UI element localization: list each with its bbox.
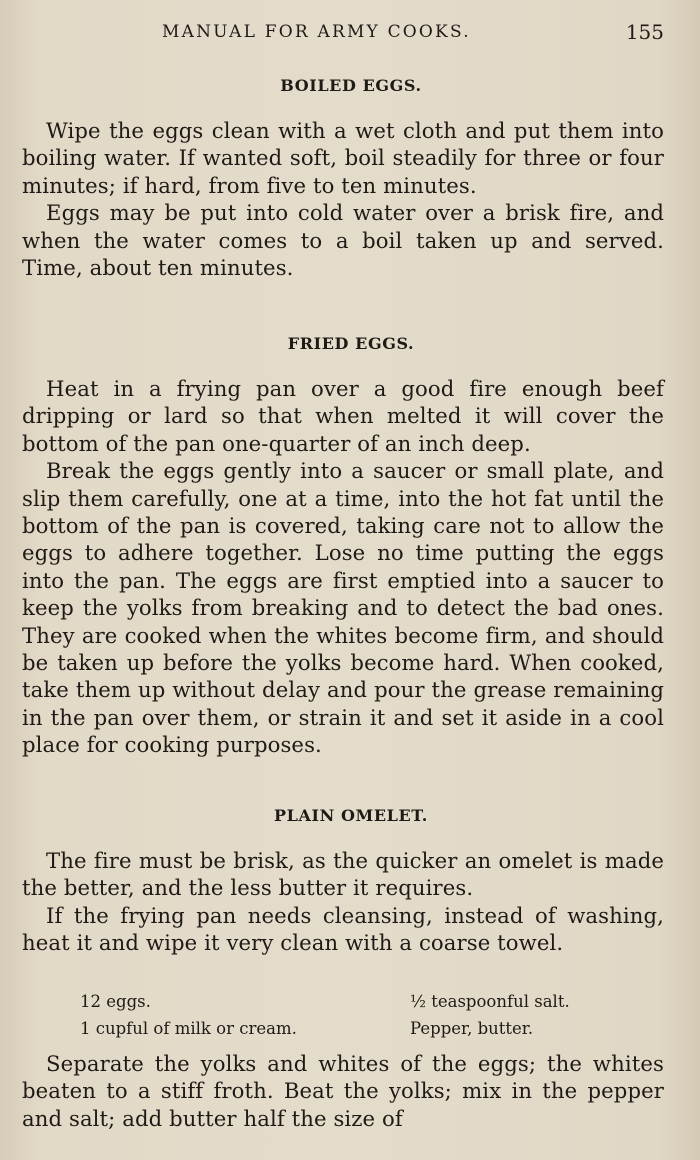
paragraph: The fire must be brisk, as the quicker an omelet is made the better, and the less butter it requires. <box>22 848 664 901</box>
section-heading: PLAIN OMELET. <box>274 806 428 825</box>
paragraph: Wipe the eggs clean with a wet cloth and put them into boiling water. If wanted soft, boil steadily for three or four minutes; if hard, from five to ten minutes. <box>22 118 664 198</box>
paragraph: Eggs may be put into cold water over a brisk fire, and when the water comes to a boil taken up and served. Time, about ten minutes. <box>22 200 664 281</box>
paragraph: Break the eggs gently into a saucer or small plate, and slip them carefully, one at a time, into the hot fat until the bottom of the pan is covered, taking care not to allow the eggs to adhere together. Lose no time putting the eggs into the pan. The eggs are first emptied into a saucer to keep the yolks from breaking and to detect the bad ones. They are cooked when the whites become firm, and should be taken up before the yolks become hard. When cooked, take them up without delay and pour the grease remaining in the pan over them, or strain it and set it aside in a cool place for cooking purposes. <box>22 458 664 758</box>
ingredient-item: 1 cupful of milk or cream. <box>80 1019 297 1038</box>
ingredient-item: 12 eggs. <box>80 992 151 1011</box>
ingredient-item: ½ teaspoonful salt. <box>410 992 570 1011</box>
ingredient-row <box>80 988 664 1015</box>
section-heading: BOILED EGGS. <box>280 76 422 95</box>
section-plain-omelet <box>22 806 664 957</box>
paragraph: Heat in a frying pan over a good fire enough beef dripping or lard so that when melted it will cover the bottom of the pan one-quarter of an inch deep. <box>22 376 664 456</box>
ingredient-item: Pepper, butter. <box>410 1019 534 1038</box>
running-title: MANUAL FOR ARMY COOKS. <box>162 22 471 42</box>
ingredient-list <box>80 988 664 1042</box>
section-heading: FRIED EGGS. <box>287 334 415 353</box>
page-number: 155 <box>625 20 664 44</box>
section-fried-eggs <box>22 334 664 759</box>
paragraph: If the frying pan needs cleansing, instead of washing, heat it and wipe it very clean with a coarse towel. <box>22 902 664 956</box>
paragraph: Separate the yolks and whites of the eggs; the whites beaten to a stiff froth. Beat the yolks; mix in the pepper and salt; add butter half the size of <box>22 1051 664 1131</box>
running-head <box>0 18 700 48</box>
section-omelet-continued <box>22 1050 664 1132</box>
ingredient-row <box>80 1015 664 1042</box>
section-boiled-eggs <box>22 76 664 281</box>
